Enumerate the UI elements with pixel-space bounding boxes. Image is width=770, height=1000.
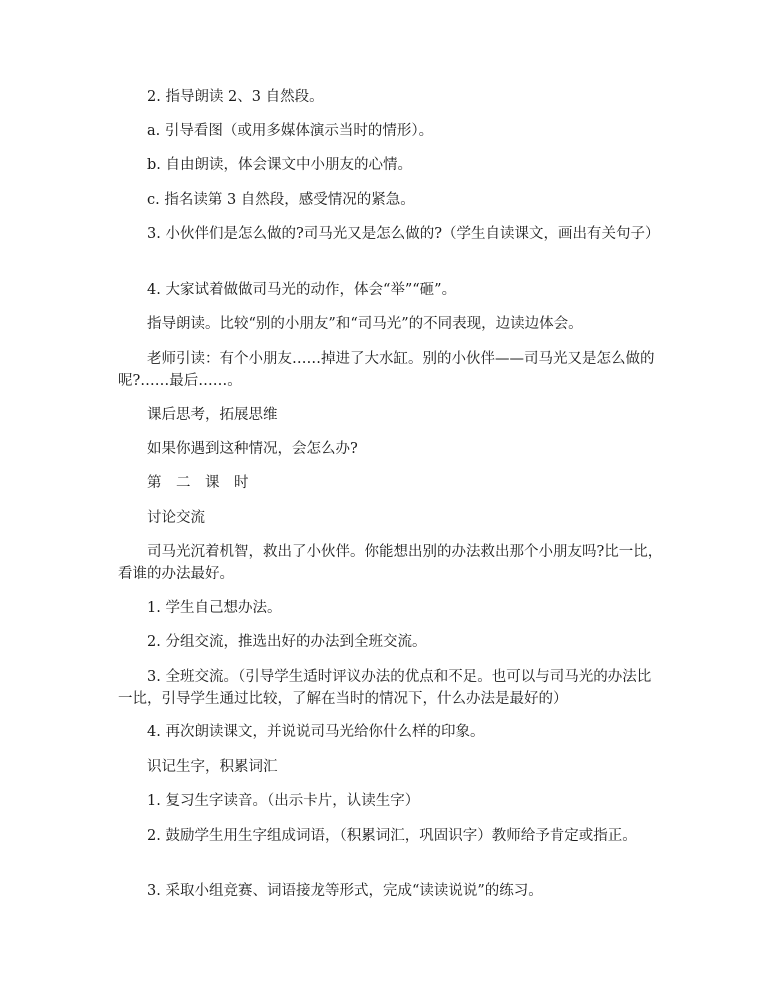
paragraph-vocab-2: 2. 鼓励学生用生字组成词语，（积累词汇，巩固识字）教师给予肯定或指正。 [147,828,637,844]
paragraph-step-3: 3. 全班交流。（引导学生适时评议办法的优点和不足。也可以与司马光的办法比一比，引导学生通过比较，了解在当时的情况下，什么办法是最好的） [118,669,652,707]
paragraph-guided-compare: 指导朗读。比较“别的小朋友”和“司马光”的不同表现，边读边体会。 [147,316,583,332]
section-heading-after-class: 课后思考，拓展思维 [147,407,278,423]
paragraph-discussion-intro: 司马光沉着机智，救出了小伙伴。你能想出别的办法救出那个小朋友吗?比一比，看谁的办法最好。 [118,544,663,582]
paragraph-teacher-lead: 老师引读：有个小朋友……掉进了大水缸。别的小伙伴——司马光又是怎么做的呢?……最后……。 [118,351,655,389]
paragraph-step-1: 1. 学生自己想办法。 [147,600,282,616]
paragraph-item-4: 4. 大家试着做做司马光的动作，体会“举”“砸”。 [147,282,457,298]
paragraph-step-a: a. 引导看图（或用多媒体演示当时的情形）。 [147,123,434,139]
paragraph-guided-reading: 2. 指导朗读 2、3 自然段。 [147,89,324,105]
section-heading-vocabulary: 识记生字，积累词汇 [147,759,278,775]
lesson-heading-second: 第 二 课 时 [147,475,249,491]
section-heading-discussion: 讨论交流 [147,510,205,526]
paragraph-step-c: c. 指名读第 3 自然段，感受情况的紧急。 [147,192,415,208]
paragraph-question: 如果你遇到这种情况，会怎么办? [147,441,358,457]
paragraph-item-3: 3. 小伙伴们是怎么做的?司马光又是怎么做的?（学生自读课文，画出有关句子） [147,226,660,242]
paragraph-vocab-1: 1. 复习生字读音。（出示卡片，认读生字） [147,793,420,809]
paragraph-step-4: 4. 再次朗读课文，并说说司马光给你什么样的印象。 [147,724,485,740]
paragraph-step-2: 2. 分组交流，推选出好的办法到全班交流。 [147,634,427,650]
paragraph-vocab-3: 3. 采取小组竞赛、词语接龙等形式，完成“读读说说”的练习。 [147,883,543,899]
paragraph-step-b: b. 自由朗读，体会课文中小朋友的心情。 [147,157,412,173]
